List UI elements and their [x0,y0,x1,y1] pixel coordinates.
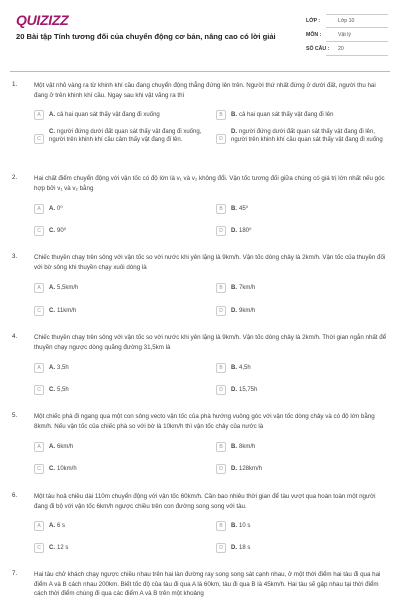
question-text: Một vật nhỏ vàng ra từ khinh khí cầu đang chuyển động thẳng đứng lên trên. Người thứ nhất đứng ở dưới đất, người thu hai đang ở trên khinh khí cầu. Ngay sau khi vật văng ra thì [34,82,376,99]
option-text: cả hai quan sát thấy vật đang đi xuống [57,112,160,118]
option-badge: B [216,283,226,293]
option-letter: B. [231,444,237,450]
option-badge: A [34,283,44,293]
option-badge: D [216,543,226,553]
meta-value: Lớp 10 [338,18,355,24]
option-a[interactable] [34,203,204,215]
option-text: 15,75h [239,387,258,393]
option-badge: C [34,134,44,144]
option-d[interactable] [216,305,386,317]
option-c[interactable] [34,225,204,237]
question-number: 3. [12,253,18,260]
option-text: cả hai quan sát thấy vật đang đi lên [239,112,334,118]
option-text: 11km/h [57,308,77,314]
option-badge: D [216,464,226,474]
option-badge: D [216,385,226,395]
option-badge: C [34,385,44,395]
question-number: 6. [12,492,18,499]
question-number: 2. [12,174,18,181]
option-badge: B [216,204,226,214]
option-letter: A. [49,523,55,529]
option-b[interactable] [216,441,386,453]
option-badge: C [34,464,44,474]
option-a[interactable] [34,520,204,532]
option-letter: C. [49,129,55,135]
option-badge: C [34,543,44,553]
option-badge: A [34,110,44,120]
option-letter: B. [231,523,237,529]
meta-row-class [306,14,388,28]
option-a[interactable] [34,441,204,453]
option-letter: D. [231,228,237,234]
option-letter: C. [49,228,55,234]
page-header [0,0,400,66]
option-d[interactable] [216,384,386,396]
option-letter: A. [49,206,55,212]
option-letter: D. [231,308,237,314]
option-text: 3,5h [57,365,69,371]
option-badge: A [34,363,44,373]
option-badge: D [216,134,226,144]
meta-table [306,14,388,56]
option-badge: B [216,442,226,452]
meta-row-count [306,42,388,56]
question-number: 4. [12,333,18,340]
option-badge: D [216,306,226,316]
option-text: 128km/h [239,466,263,472]
option-letter: B. [231,206,237,212]
option-letter: A. [49,112,55,118]
option-badge: C [34,306,44,316]
option-text: 4,5h [239,365,251,371]
option-letter: D. [231,545,237,551]
option-letter: A. [49,285,55,291]
option-text: 90⁰ [57,228,67,234]
option-badge: A [34,521,44,531]
option-badge: B [216,521,226,531]
question-number: 5. [12,412,18,419]
option-letter: C. [49,387,55,393]
option-text: 8km/h [239,444,256,450]
option-a[interactable] [34,282,204,294]
option-text: người đứng dưới đất quan sát thấy vật đang đi lên, người trên khinh khí cầu quan sát thấy vật đang đi xuống [231,129,383,143]
option-c[interactable] [34,542,204,554]
option-letter: D. [231,387,237,393]
option-letter: D. [231,129,237,135]
option-d[interactable] [216,463,386,475]
option-text: 180⁰ [239,228,252,234]
option-d[interactable] [216,542,386,554]
option-text: 6km/h [57,444,74,450]
option-text: 10 s [239,523,251,529]
meta-value: 20 [338,45,344,52]
meta-label: LỚP : [306,18,321,24]
option-letter: B. [231,285,237,291]
option-badge: A [34,442,44,452]
option-letter: C. [49,308,55,314]
option-text: 6 s [57,523,66,529]
option-text: 7km/h [239,285,256,291]
meta-label: SỐ CÂU : [306,45,330,52]
option-letter: B. [231,112,237,118]
option-text: người đứng dưới đất quan sát thấy vật đang đi xuống, người trên khinh khí cầu cảm thấy vật đang đi lên. [49,129,202,143]
option-c[interactable] [34,463,204,475]
option-text: 45⁰ [239,206,249,212]
option-c[interactable] [34,305,204,317]
option-b[interactable] [216,520,386,532]
option-text: 0⁰ [57,206,63,212]
question-text: Một chiếc phà đi ngang qua một con sông vecto vận tốc của phà hướng vuông góc với vận tốc dòng chảy và có độ lớn bằng 8km/h. Nếu vận tốc của chiếc phà so với bờ là 10km/h thì vận tốc chảy của nước là [34,413,375,430]
question-number: 1. [12,81,18,88]
option-text: 12 s [57,545,69,551]
option-letter: B. [231,365,237,371]
option-text: 9km/h [239,308,256,314]
header-divider [10,71,390,72]
meta-row-subject [306,28,388,42]
document-title: 20 Bài tập Tính tương đối của chuyển động cơ bản, nâng cao có lời giải [16,32,276,41]
option-b[interactable] [216,203,386,215]
option-badge: C [34,226,44,236]
option-badge: B [216,363,226,373]
option-text: 5,5h [57,387,69,393]
option-text: 10km/h [57,466,77,472]
meta-label: MÔN : [306,31,322,38]
option-letter: C. [49,466,55,472]
question-number: 7. [12,570,18,577]
option-d[interactable] [216,128,386,152]
quizizz-logo: QUIZIZZ [16,12,69,28]
option-letter: D. [231,466,237,472]
option-badge: B [216,110,226,120]
option-letter: A. [49,365,55,371]
option-letter: A. [49,444,55,450]
option-c[interactable] [34,128,206,152]
question-text: Chiếc thuyền chạy trên sông với vận tốc so với nước khi yên lặng là 9km/h. Vận tốc dòng chảy là 2km/h. Vận tốc của thuyền đối với bờ sông khi thuyền chạy xuôi dòng là [34,254,386,271]
option-b[interactable] [216,362,386,374]
option-b[interactable] [216,109,386,121]
question-text: Một tàu hoả chiều dài 110m chuyển động với vận tốc 60km/h. Cần bao nhiêu thời gian để tàu vượt qua hoàn toàn một người đang đi bộ với vận tốc 6km/h ngược chiều trên con đường song song với tàu. [34,493,376,510]
option-a[interactable] [34,109,204,121]
option-letter: C. [49,545,55,551]
option-b[interactable] [216,282,386,294]
option-d[interactable] [216,225,386,237]
option-text: 5,5km/h [57,285,79,291]
option-badge: D [216,226,226,236]
meta-value: Vật lý [338,31,351,38]
question-text: Hai tàu chở khách chạy ngược chiều nhau trên hai làn đường ray song song sát cạnh nhau, ở một thời điểm hai tàu đi qua hai điểm A và B cách nhau 200km. Biết tốc độ của tàu đi qua A là 60km, tàu đi qua B là 45km/h. Hai tàu sẽ gặp nhau tại thời điểm cách thời điểm chúng đi qua các điểm A và B trên một khoảng [34,571,381,597]
question-text: Chiếc thuyền chạy trên sông với vận tốc so với nước khi yên lặng là 9km/h. Vận tốc dòng chảy là 2km/h. Thời gian ngắn nhất để thuyền chạy ngược dòng quãng đường 31,5km là [34,334,387,351]
option-a[interactable] [34,362,204,374]
option-text: 18 s [239,545,251,551]
option-badge: A [34,204,44,214]
question-text: Hai chất điểm chuyển động với vận tốc có độ lớn là v₁ và v₂ không đổi. Vận tốc tương đối giữa chúng có giá trị lớn nhất nếu góc hợp bởi v₁ và v₂ bằng [34,175,385,192]
option-c[interactable] [34,384,204,396]
